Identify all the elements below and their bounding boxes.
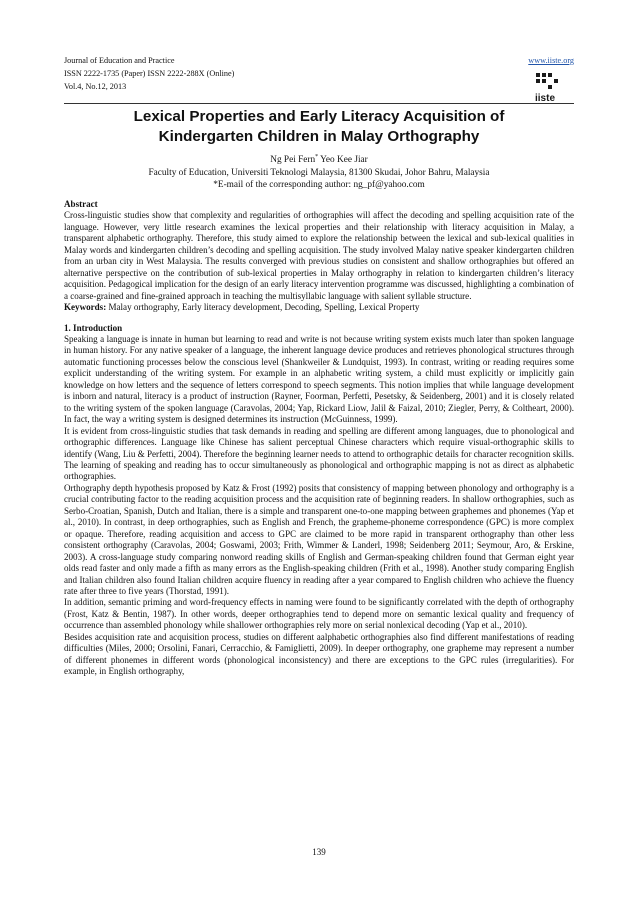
journal-url-link[interactable]: www.iiste.org [528, 56, 574, 65]
intro-paragraph-5: Besides acquisition rate and acquisition process, studies on different aalphabetic orthographies also find different manifestations of reading difficulties (Miles, 2000; Orsolini, Fanari, Cerracchio, & Famiglietti, 2009). In deeper orthography, one grapheme may represent a number of different phonemes in different words (phonological inconsistency) and there are exceptions to the GPC rules (irregularities). For example, in English orthography, [64, 631, 574, 677]
keywords-values: Malay orthography, Early literacy development, Decoding, Spelling, Lexical Property [106, 302, 420, 313]
keywords-label: Keywords: [64, 302, 107, 313]
author-name-1: Ng Pei Fern [270, 155, 316, 165]
author-names [64, 154, 574, 167]
journal-name: Journal of Education and Practice [64, 56, 175, 65]
title-line-2: Kindergarten Children in Malay Orthography [158, 128, 480, 145]
keywords-line [64, 302, 574, 313]
running-header [64, 54, 574, 93]
issn-line: ISSN 2222-1735 (Paper) ISSN 2222-288X (Online) [64, 69, 235, 78]
title-line-1: Lexical Properties and Early Literacy Acquisition of [133, 108, 505, 125]
logo-text: iiste [535, 93, 556, 104]
author-block [64, 154, 574, 192]
body-text [64, 199, 574, 678]
corresponding-mark: * [315, 153, 319, 160]
page-number: 139 [312, 847, 326, 857]
intro-paragraph-1: Speaking a language is innate in human but learning to read and write is not because writing system exists much later than spoken language in human history. For any native speaker of a language, the inherent language device produces and retrieves phonological structures through automatic functioning processes below the conscious level (Shankweiler & Lundquist, 1993). In contrast, writing or reading requires some explicit understanding of the writing system. For example in an alphabetic writing system, a child must explicitly or implicitly gain knowledge on how letters and the sequence of letters correspond to speech segments. This notion implies that while language development is inborn and natural, literacy is a product of instruction (Rayner, Foorman, Perfetti, Pesetsky, & Seidenberg, 2001) and it is closely related to the writing system of the spoken language (Caravolas, 2004; Yap, Rickard Liow, Jalil & Faizal, 2010; Ziegler, Perry, & Coltheart, 2000). In fact, the way a writing system is designed determines its instruction (McGuinness, 1999). [64, 333, 574, 425]
intro-paragraph-3: Orthography depth hypothesis proposed by Katz & Frost (1992) posits that consistency of mapping between phonology and orthography is a crucial contributing factor to the reading acquisition process and the acquisition rate of beginning readers. In shallow orthographies, such as Serbo-Croatian, Spanish, Dutch and Italian, there is a simple and transparent one-to-one mapping between graphemes and phonemes (Yap et al., 2010). In contrast, in deep orthographies, such as English and French, the grapheme-phoneme correspondence (GPC) is more complex or opaque. Therefore, reading acquisition and access to GPC are claimed to be more rapid in transparent orthography than other less consistent orthography (Caravolas, 2004; Goswami, 2003; Frith, Wimmer & Landerl, 1998; Seidenberg 2011; Seymour, Aro, & Erskine, 2003). A cross-language study comparing nonword reading skills of English and German-speaking children found that German eight year olds read faster and only made a fifth as many errors as the English-speaking children (Frith et al., 1998). Another study comparing English and Italian children also found Italian children acquire fluency in reading after a year compared to English children who achieve the fluency rate after three to five years (Thorstad, 1991). [64, 482, 574, 596]
intro-paragraph-2: It is evident from cross-linguistic studies that task demands in reading and spelling are different among languages, due to phonological and orthographic differences. Language like Chinese has salient perceptual Chinese characters which require visual-orthographic skills to identify (Wang, Liu & Perfetti, 2004). Therefore the beginning learner needs to attend to orthographic details for character recognition skills. The learning of speaking and reading has to occur simultaneously as phonological and orthographic mapping is not as direct as alphabetic orthographies. [64, 425, 574, 482]
author-affiliation: Faculty of Education, Universiti Teknologi Malaysia, 81300 Skudai, Johor Bahru, Malaysia [148, 167, 490, 178]
paper-title [64, 107, 574, 147]
iiste-logo-icon [532, 70, 570, 104]
intro-paragraph-4: In addition, semantic priming and word-frequency effects in naming were found to be significantly correlated with the depth of orthography (Frost, Katz & Bentin, 1987). In other words, deeper orthographies tend to depend more on semantic lexical quality and frequency of occurrence than assembled phonology while shallower orthographies rely more on serial nonlexical decoding (Yap et al., 2010). [64, 597, 574, 631]
abstract-text: Cross-linguistic studies show that complexity and regularities of orthographies will affect the decoding and spelling acquisition rate of the language. However, very little research examines the lexical properties and their relationship with literacy acquisition in Malay, a transparent alphabetic orthography. Therefore, this study aimed to explore the relationship between the lexical and sub-lexical qualities in Malay words and kindergarten children’s decoding and spelling acquisition. The study involved Malay native speaker kindergarten children from an urban city in West Malaysia. The results converged with previous studies on consistent and shallow orthographies but offered an alternative perspective on the contribution of sub-lexical properties in Malay orthography in relation to kindergarten children’s literacy acquisition. Pedagogical implication for the design of an early literacy intervention programme was discussed, highlighting a combination of a coarse-grained and fine-grained approach in teaching the multisyllabic language with salient syllable structure. [64, 210, 574, 301]
header-rule [64, 103, 574, 104]
intro-heading: 1. Introduction [64, 322, 123, 333]
author-name-2: Yeo Kee Jiar [318, 155, 368, 165]
volume-line: Vol.4, No.12, 2013 [64, 82, 127, 91]
author-email: *E-mail of the corresponding author: ng_pf@yahoo.com [213, 180, 425, 190]
abstract-heading: Abstract [64, 199, 98, 209]
